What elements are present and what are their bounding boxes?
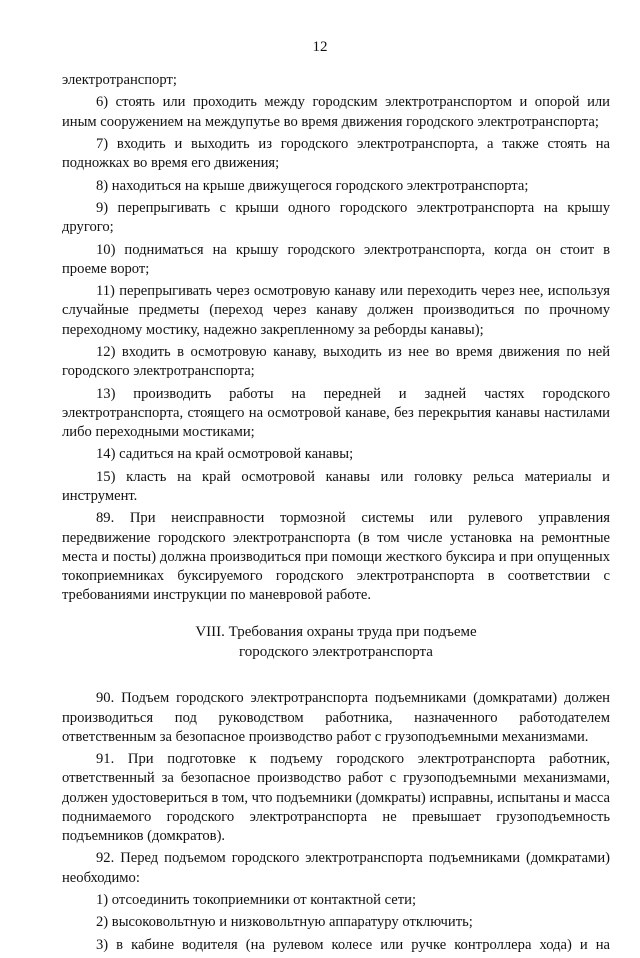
- document-body: [62, 71, 610, 958]
- paragraph-p92-2: 2) высоковольтную и низковольтную аппаратуру отключить;: [96, 914, 473, 931]
- paragraph-p6: 6) стоять или проходить между городским электротранспортом и опорой или иным сооружением на междупутье во время движения городского электротранспорта;: [62, 94, 610, 130]
- paragraph-p12: 12) входить в осмотровую канаву, выходить из нее во время движения по ней городского электротранспорта;: [62, 343, 610, 380]
- paragraph-p10: 10) подниматься на крышу городского электротранспорта, когда он стоит в проеме ворот;: [62, 241, 610, 277]
- regulation-list-top: [62, 71, 610, 605]
- section-heading: [62, 623, 610, 662]
- paragraph-p92: 92. Перед подъемом городского электротранспорта подъемниками (домкратами) необходимо:: [62, 850, 610, 886]
- section-heading-line-1: VIII. Требования охраны труда при подъеме: [195, 624, 477, 641]
- paragraph-p92-1: 1) отсоединить токоприемники от контактной сети;: [96, 891, 417, 908]
- paragraph-p92-3: 3) в кабине водителя (на рулевом колесе или ручке контроллера хода) и на: [96, 936, 610, 953]
- paragraph-p8: 8) находиться на крыше движущегося городского электротранспорта;: [96, 177, 529, 194]
- regulation-list-bottom: [62, 689, 610, 955]
- paragraph-p90: 90. Подъем городского электротранспорта подъемниками (домкратами) должен производиться под руководством работника, назначенного работодателем ответственным за безопасное производство работ с грузоподъемными механизмами.: [62, 690, 610, 745]
- paragraph-p11: 11) перепрыгивать через осмотровую канаву или переходить через нее, используя случайные предметы (переход через канаву должен производиться по прочному переходному мостику, надежно закрепленному за реборды канавы);: [62, 283, 610, 338]
- paragraph-p9: 9) перепрыгивать с крыши одного городского электротранспорта на крышу другого;: [62, 199, 610, 236]
- paragraph-p15: 15) класть на край осмотровой канавы или головку рельса материалы и инструмент.: [62, 468, 610, 504]
- paragraph-p91: 91. При подготовке к подъему городского электротранспорта работник, ответственный за безопасное производство работ с грузоподъемными механизмами, должен удостовериться в том, что подъемники (домкраты) исправны, испытаны и масса поднимаемого городского электротранспорта не превышает грузоподъемность подъемников (домкратов).: [62, 751, 610, 844]
- page-number: 12: [312, 39, 328, 55]
- paragraph-p89: 89. При неисправности тормозной системы или рулевого управления передвижение городского электротранспорта (в том числе установка на ремонтные места и посты) должна производиться при помощи жесткого буксира и при опущенных токоприемниках буксируемого городского электротранспорта в соответствии с требованиями инструкции по маневровой работе.: [62, 510, 610, 604]
- paragraph-p7: 7) входить и выходить из городского электротранспорта, а также стоять на подножках во время его движения;: [62, 135, 610, 172]
- section-heading-line-2: городского электротранспорта: [239, 643, 433, 660]
- paragraph-p13: 13) производить работы на передней и задней частях городского электротранспорта, стоящего на осмотровой канаве, без перекрытия канавы настилами либо переходными мостиками;: [62, 385, 610, 440]
- paragraph-p14: 14) садиться на край осмотровой канавы;: [96, 446, 354, 463]
- paragraph-p0: электротранспорт;: [62, 72, 177, 88]
